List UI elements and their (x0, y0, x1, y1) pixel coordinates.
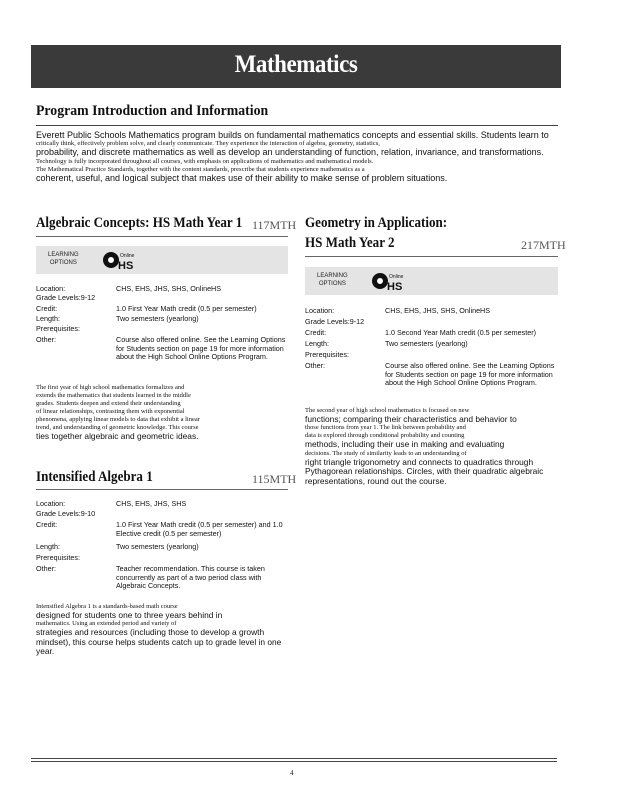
location-label: Location: (36, 284, 66, 293)
intro-line: critically think, effectively problem solve, and clearly communicate. They experience the interaction of algebra, geometry, statistics, (36, 140, 380, 148)
online-hs-logo (100, 248, 140, 272)
course-details (36, 500, 292, 600)
credit-value: 1.0 Second Year Math credit (0.5 per semester) (385, 328, 537, 337)
other-value: Teacher recommendation. This course is taken concurrently as part of a two period class with Algebraic Concepts. (116, 564, 265, 591)
online-hs-logo (369, 269, 409, 293)
credit-value: 1.0 First Year Math credit (0.5 per semester) (116, 304, 257, 313)
credit-label: Credit: (36, 520, 58, 529)
intro-line: coherent, useful, and logical subject that makes use of their ability to make sense of problem situations. (36, 172, 448, 183)
location-label: Location: (36, 499, 66, 508)
other-label: Other: (36, 335, 56, 344)
course-code: 217MTH (521, 238, 566, 252)
credit-label: Credit: (305, 328, 327, 337)
page-banner (31, 45, 561, 88)
course-title-geometry: Geometry in Application: (305, 215, 448, 231)
length-value: Two semesters (yearlong) (116, 542, 199, 551)
footer-rule (31, 761, 557, 762)
other-value: Course also offered online. See the Learning Options for Students section on page 19 for more information about the High School Online Options Program. (116, 335, 286, 362)
intro-text (36, 131, 558, 183)
length-value: Two semesters (yearlong) (116, 314, 199, 323)
other-value: Course also offered online. See the Learning Options for Students section on page 19 for more information about the High School Online Options Program. (385, 361, 555, 388)
page-title: Mathematics (234, 51, 358, 78)
learning-options-label: LEARNING OPTIONS (48, 252, 79, 266)
grade-levels-label: Grade Levels:9-12 (36, 293, 96, 302)
intro-heading: Program Introduction and Information (36, 103, 269, 119)
credit-value: 1.0 First Year Math credit (0.5 per semester) and 1.0 Elective credit (0.5 per semester) (116, 520, 283, 538)
length-label: Length: (36, 314, 60, 323)
intro-line: The Mathematical Practice Standards, together with the content standards, prescribe that students experience mathematics as a (36, 165, 365, 173)
prerequisites-label: Prerequisites: (305, 350, 349, 359)
course-details (36, 285, 292, 385)
intro-rule (36, 125, 558, 126)
location-label: Location: (305, 306, 335, 315)
course-rule (36, 236, 288, 237)
course-title-intensified-algebra: Intensified Algebra 1 (36, 469, 153, 485)
learning-options-label: LEARNING OPTIONS (317, 273, 348, 287)
footer-rule (31, 758, 557, 759)
location-value: CHS, EHS, JHS, SHS, OnlineHS (385, 306, 491, 315)
intro-line: probability, and discrete mathematics as well as develop an understanding of function, relation, invariance, and transformations. (36, 147, 544, 158)
intro-line: Everett Public Schools Mathematics program builds on fundamental mathematics concepts and essential skills. Students learn to (36, 130, 549, 140)
grade-levels-label: Grade Levels:9-10 (36, 509, 96, 518)
length-label: Length: (305, 339, 329, 348)
svg-text:Online: Online (389, 274, 404, 280)
course-subtitle-geometry: HS Math Year 2 (305, 235, 395, 251)
location-value: CHS, EHS, JHS, SHS (116, 499, 187, 508)
svg-text:Online: Online (120, 253, 135, 259)
course-code: 115MTH (252, 472, 297, 486)
course-title-algebraic-concepts: Algebraic Concepts: HS Math Year 1 (36, 215, 243, 231)
prerequisites-label: Prerequisites: (36, 553, 80, 562)
intro-line: Technology is fully incorporated throughout all courses, with emphasis on applications of mathematics and mathematical models. (36, 157, 374, 165)
length-value: Two semesters (yearlong) (385, 339, 468, 348)
credit-label: Credit: (36, 304, 58, 313)
grade-levels-label: Grade Levels:9-12 (305, 317, 365, 326)
prerequisites-label: Prerequisites: (36, 324, 80, 333)
other-label: Other: (305, 361, 325, 370)
location-value: CHS, EHS, JHS, SHS, OnlineHS (116, 284, 222, 293)
course-details (305, 307, 561, 407)
learning-options-box (305, 267, 558, 295)
length-label: Length: (36, 542, 60, 551)
learning-options-box (36, 246, 288, 274)
course-description: The second year of high school mathematics is focused on new functions; comparing their characteristics and behavior to those functions from year 1. The link between probability and data is explored through conditional probability and counting methods, including their use in making and evaluating decisions. The study of similarity leads to an understanding of right triangle trigonometry and connects to quadratics through Pythagorean relationships. Circles, with their quadratic algebraic representations, round out the course. (305, 407, 544, 486)
svg-text:HS: HS (387, 281, 403, 293)
course-description: Intensified Algebra 1 is a standards-based math course designed for students one to three years behind in mathematics. Using an extended period and variety of strategies and resources (including those to develop a growth mindset), this course helps students catch up to grade level in one year. (36, 603, 282, 657)
course-rule (36, 489, 288, 490)
other-label: Other: (36, 564, 56, 573)
course-code: 117MTH (252, 218, 297, 232)
course-rule (305, 256, 558, 257)
svg-text:HS: HS (118, 260, 134, 272)
page-number: 4 (290, 769, 294, 777)
course-description: The first year of high school mathematics formalizes and extends the mathematics that students learned in the middle grades. Students deepen and extend their understanding of linear relationships, contrasting them with exponential phenomena, applying linear models to data that exhibit a linear trend, and understanding of geometric knowledge. This course ties together algebraic and geometric ideas. (36, 384, 200, 441)
